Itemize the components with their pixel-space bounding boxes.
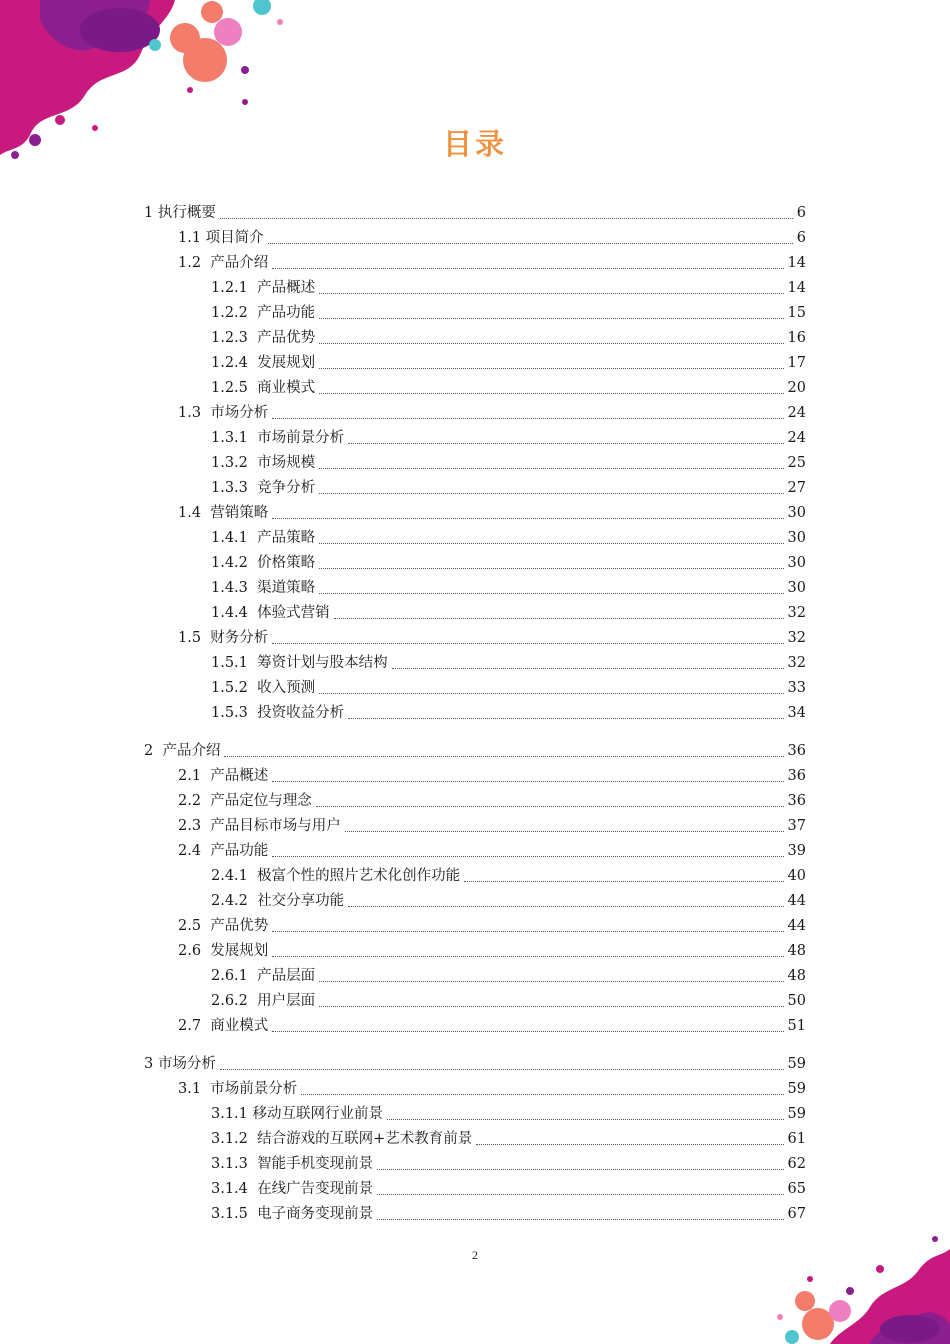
toc-entry-label: 1.2.2 产品功能: [211, 305, 316, 321]
toc-dot-leader: [377, 1194, 783, 1195]
toc-entry[interactable]: [0, 864, 950, 889]
toc-entry-label: 3.1 市场前景分析: [178, 1081, 298, 1097]
toc-entry-label: 2.6.2 用户层面: [211, 993, 316, 1009]
toc-entry-page: 24: [787, 405, 806, 421]
toc-dot-leader: [272, 268, 783, 269]
toc-entry[interactable]: [0, 764, 950, 789]
toc-entry[interactable]: [0, 376, 950, 401]
toc-entry[interactable]: [0, 1202, 950, 1227]
toc-entry-page: 32: [787, 605, 806, 621]
toc-entry-label: 3.1.2 结合游戏的互联网+艺术教育前景: [211, 1131, 473, 1147]
toc-entry-page: 59: [787, 1081, 806, 1097]
toc-entry-label: 1.3 市场分析: [178, 405, 269, 421]
toc-entry-label: 2.2 产品定位与理念: [178, 793, 312, 809]
toc-entry-label: 1.3.2 市场规模: [211, 455, 316, 471]
toc-entry[interactable]: [0, 276, 950, 301]
toc-entry-label: 2.4 产品功能: [178, 843, 269, 859]
toc-entry-page: 14: [787, 255, 806, 271]
toc-entry[interactable]: [0, 1127, 950, 1152]
toc-dot-leader: [319, 318, 783, 319]
toc-entry-label: 2.1 产品概述: [178, 768, 269, 784]
toc-entry-page: 16: [787, 330, 806, 346]
toc-dot-leader: [348, 906, 783, 907]
toc-dot-leader: [272, 781, 783, 782]
toc-entry-page: 27: [787, 480, 806, 496]
toc-entry-label: 2.6 发展规划: [178, 943, 269, 959]
toc-entry-label: 3.1.4 在线广告变现前景: [211, 1181, 374, 1197]
toc-entry[interactable]: [0, 451, 950, 476]
toc-entry[interactable]: [0, 1077, 950, 1102]
toc-dot-leader: [319, 1006, 783, 1007]
toc-entry-page: 25: [787, 455, 806, 471]
toc-entry-label: 2.5 产品优势: [178, 918, 269, 934]
toc-entry[interactable]: [0, 676, 950, 701]
toc-dot-leader: [464, 881, 783, 882]
toc-entry-label: 2 产品介绍: [144, 743, 221, 759]
toc-dot-leader: [392, 668, 784, 669]
toc-dot-leader: [377, 1219, 783, 1220]
toc-entry-page: 59: [787, 1106, 806, 1122]
toc-entry[interactable]: [0, 839, 950, 864]
toc-entry-page: 36: [787, 768, 806, 784]
toc-entry-label: 3.1.1 移动互联网行业前景: [211, 1106, 384, 1122]
page-title: 目录: [442, 127, 507, 161]
toc-entry-page: 30: [787, 530, 806, 546]
toc-dot-leader: [319, 468, 783, 469]
toc-entry[interactable]: [0, 526, 950, 551]
toc-entry-page: 30: [787, 505, 806, 521]
toc-dot-leader: [272, 1031, 783, 1032]
toc-dot-leader: [272, 856, 783, 857]
toc-dot-leader: [319, 543, 783, 544]
toc-entry[interactable]: [0, 989, 950, 1014]
toc-entry-page: 61: [787, 1131, 806, 1147]
toc-entry[interactable]: [0, 964, 950, 989]
toc-entry-label: 2.4.2 社交分享功能: [211, 893, 345, 909]
toc-entry-page: 39: [787, 843, 806, 859]
toc-entry-label: 3.1.3 智能手机变现前景: [211, 1156, 374, 1172]
toc-entry[interactable]: [0, 1102, 950, 1127]
toc-entry-page: 32: [787, 655, 806, 671]
toc-entry-label: 1.2.5 商业模式: [211, 380, 316, 396]
toc-entry[interactable]: [0, 326, 950, 351]
toc-dot-leader: [316, 806, 784, 807]
toc-entry[interactable]: [0, 426, 950, 451]
toc-entry-label: 1.2.3 产品优势: [211, 330, 316, 346]
toc-entry-page: 44: [787, 918, 806, 934]
toc-dot-leader: [319, 368, 783, 369]
toc-entry[interactable]: [0, 1052, 950, 1077]
toc-dot-leader: [348, 718, 783, 719]
toc-entry-label: 1.2.4 发展规划: [211, 355, 316, 371]
toc-entry-page: 30: [787, 580, 806, 596]
toc-dot-leader: [268, 243, 793, 244]
toc-dot-leader: [319, 568, 783, 569]
toc-entry[interactable]: [0, 576, 950, 601]
toc-entry[interactable]: [0, 401, 950, 426]
toc-entry-page: 59: [787, 1056, 806, 1072]
toc-entry-label: 1.4.2 价格策略: [211, 555, 316, 571]
toc-entry-page: 6: [796, 230, 806, 246]
toc-entry-label: 1.3.1 市场前景分析: [211, 430, 345, 446]
toc-entry-label: 2.4.1 极富个性的照片艺术化创作功能: [211, 868, 461, 884]
toc-entry-page: 30: [787, 555, 806, 571]
toc-dot-leader: [272, 956, 783, 957]
toc-entry-label: 2.3 产品目标市场与用户: [178, 818, 341, 834]
toc-dot-leader: [334, 618, 784, 619]
toc-entry-label: 2.7 商业模式: [178, 1018, 269, 1034]
toc-entry[interactable]: [0, 301, 950, 326]
toc-dot-leader: [272, 643, 783, 644]
toc-entry-label: 1.4.3 渠道策略: [211, 580, 316, 596]
toc-entry[interactable]: [0, 601, 950, 626]
toc-entry[interactable]: [0, 701, 950, 726]
toc-entry-page: 32: [787, 630, 806, 646]
toc-entry-page: 20: [787, 380, 806, 396]
toc-entry[interactable]: [0, 789, 950, 814]
toc-entry[interactable]: [0, 889, 950, 914]
toc-entry[interactable]: [0, 814, 950, 839]
toc-entry-label: 1.5.2 收入预测: [211, 680, 316, 696]
toc-entry-label: 1.1 项目简介: [178, 230, 264, 246]
toc-entry-label: 1.4 营销策略: [178, 505, 269, 521]
toc-entry-label: 3.1.5 电子商务变现前景: [211, 1206, 374, 1222]
toc-entry-page: 40: [787, 868, 806, 884]
toc-dot-leader: [220, 1069, 784, 1070]
toc-entry[interactable]: [0, 1014, 950, 1039]
toc-entry-page: 48: [787, 968, 806, 984]
toc-entry-label: 1.4.4 体验式营销: [211, 605, 330, 621]
paint-splash-bottom-right: [750, 1229, 950, 1344]
toc-dot-leader: [220, 218, 793, 219]
toc-entry-page: 50: [787, 993, 806, 1009]
toc-entry-label: 3 市场分析: [144, 1056, 216, 1072]
toc-entry[interactable]: [0, 939, 950, 964]
toc-dot-leader: [319, 293, 783, 294]
toc-entry-label: 1 执行概要: [144, 205, 216, 221]
toc-entry[interactable]: [0, 626, 950, 651]
table-of-contents: [0, 201, 950, 1227]
toc-entry[interactable]: [0, 651, 950, 676]
toc-dot-leader: [224, 756, 783, 757]
toc-dot-leader: [319, 393, 783, 394]
toc-entry-page: 15: [787, 305, 806, 321]
toc-dot-leader: [272, 418, 783, 419]
toc-dot-leader: [476, 1144, 783, 1145]
toc-dot-leader: [345, 831, 784, 832]
toc-entry-page: 34: [787, 705, 806, 721]
toc-entry[interactable]: [0, 1177, 950, 1202]
page-number: 2: [472, 1248, 478, 1262]
toc-entry-label: 1.4.1 产品策略: [211, 530, 316, 546]
toc-entry-page: 14: [787, 280, 806, 296]
toc-entry-page: 44: [787, 893, 806, 909]
toc-entry-label: 1.2.1 产品概述: [211, 280, 316, 296]
toc-entry-page: 65: [787, 1181, 806, 1197]
toc-entry[interactable]: [0, 739, 950, 764]
toc-entry[interactable]: [0, 201, 950, 226]
toc-entry-page: 17: [787, 355, 806, 371]
toc-entry[interactable]: [0, 914, 950, 939]
toc-entry-label: 1.5.1 筹资计划与股本结构: [211, 655, 388, 671]
toc-entry[interactable]: [0, 551, 950, 576]
toc-entry[interactable]: [0, 501, 950, 526]
toc-dot-leader: [377, 1169, 783, 1170]
toc-entry[interactable]: [0, 226, 950, 251]
toc-entry-label: 2.6.1 产品层面: [211, 968, 316, 984]
toc-entry-page: 24: [787, 430, 806, 446]
toc-entry[interactable]: [0, 476, 950, 501]
toc-entry-page: 36: [787, 743, 806, 759]
toc-entry-page: 36: [787, 793, 806, 809]
toc-entry-page: 67: [787, 1206, 806, 1222]
toc-dot-leader: [387, 1119, 784, 1120]
toc-dot-leader: [319, 593, 783, 594]
toc-entry-label: 1.5.3 投资收益分析: [211, 705, 345, 721]
toc-entry-page: 6: [796, 205, 806, 221]
toc-entry-page: 48: [787, 943, 806, 959]
toc-entry-label: 1.5 财务分析: [178, 630, 269, 646]
toc-dot-leader: [301, 1094, 783, 1095]
toc-entry-label: 1.2 产品介绍: [178, 255, 269, 271]
toc-entry[interactable]: [0, 251, 950, 276]
toc-entry[interactable]: [0, 1152, 950, 1177]
toc-entry-page: 33: [787, 680, 806, 696]
toc-dot-leader: [319, 693, 783, 694]
toc-dot-leader: [348, 443, 783, 444]
toc-dot-leader: [319, 343, 783, 344]
toc-entry-page: 51: [787, 1018, 806, 1034]
toc-dot-leader: [319, 493, 783, 494]
toc-dot-leader: [319, 981, 783, 982]
toc-entry[interactable]: [0, 351, 950, 376]
toc-dot-leader: [272, 518, 783, 519]
toc-dot-leader: [272, 931, 783, 932]
toc-entry-page: 37: [787, 818, 806, 834]
toc-entry-label: 1.3.3 竞争分析: [211, 480, 316, 496]
toc-entry-page: 62: [787, 1156, 806, 1172]
